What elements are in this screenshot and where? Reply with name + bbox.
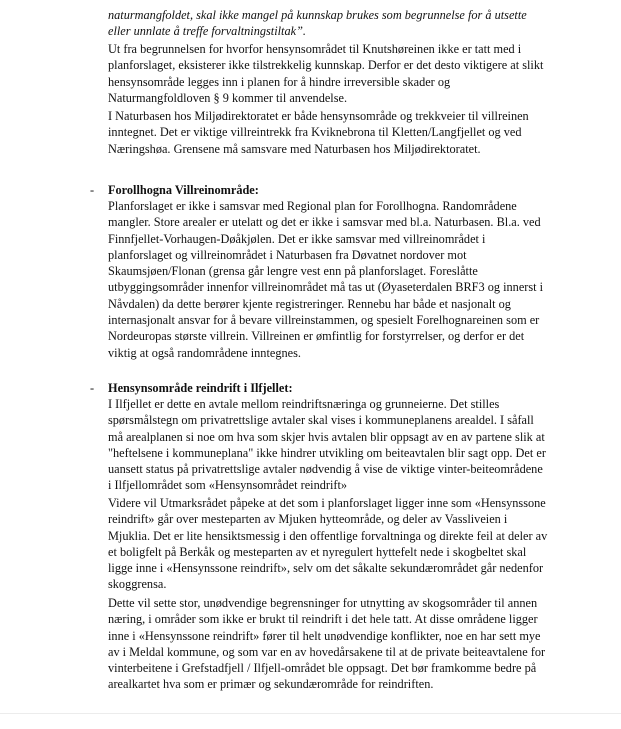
page-bottom-divider [0,713,621,714]
section-body-reindrift-3: Dette vil sette stor, unødvendige begrensninger for utnytting av skogsområder til annen næring, i områder som ikke er brukt til reindrift i det hele tatt. At disse områdene ligger inne i «Hensynssone reindrift» fører til helt unødvendige konflikter, noe en har sett mye av i Meldal kommune, og som var en av hovedårsakene til at de private beiteavtalene for vinterbeitene i Grefstadfjell / Ilfjell-området ble oppsagt. Det bør framkomme bedre på arealkartet hva som er primær og sekundærområde for reindriften. [108,596,546,692]
section-body-reindrift: I Ilfjellet er dette en avtale mellom reindriftsnæringa og grunneierne. Det stilles spørsmålstegn om privatrettslige avtaler skal vises i kommuneplanens arealdel. I såfall må arealplanen si noe om hva som skjer hvis avtalen blir oppsagt av en av partene slik at "heftelsene i kommuneplana" ikke hindrer utvikling om beiteavtalen blir sagt opp. Det er uansett status på privatrettslige avtaler nødvendig å vise de viktige vinter-beiteområdene i Ilfjellområdet som «Hensynsområdet reindrift» [108,397,546,493]
paragraph-naturbasen: I Naturbasen hos Miljødirektoratet er både hensynsområde og trekkveier til villreinen inntegnet. Det er viktige villreintrekk fra Kviknebrona til Kletten/Langfjellet og ved Næringshøa. Grensene må samsvare med Naturbasen hos Miljødirektoratet. [108,109,529,156]
section-body-reindrift-2: Videre vil Utmarksrådet påpeke at det som i planforslaget ligger inne som «Hensynssone reindrift» går over mesteparten av Mjuken hytteområde, og deler av Vassliveien i Mjuklia. Det er lite hensiktsmessig i den offentlige forvaltninga og direkte feil at deler av et boligfelt på Berkåk og mesteparten av et nyregulert hyttefelt nede i skogbeltet skal ligge inne i «Hensynssone reindrift», selv om det såkalte sekundærområdet går nedenfor skoggrensa. [108,496,548,592]
quote-continuation: naturmangfoldet, skal ikke mangel på kunnskap brukes som begrunnelse for å utsette eller unnlate å treffe forvaltningstiltak”. [108,8,527,39]
section-body-forollhogna: Planforslaget er ikke i samsvar med Regional plan for Forollhogna. Randområdene mangler. Store arealer er utelatt og det er ikke i samsvar med bl.a. Naturbasen. Bl.a. ved Finnfjellet-Vorhaugen-Døåkjølen. Det er ikke samsvar med villreinområdet i planforslaget og villreinområdet i Naturbasen fra Døvatnet nordover mot Skaumsjøen/Flonan (grensa går lengre vest enn på planforslaget. Foreslåtte utbyggingsområder innenfor villreinområdet må tas ut (Øyaseterdalen BRF3 og innerst i Nåvdalen) da dette berører kjente registreringer. Rennebu har både et nasjonalt og internasjonalt ansvar for å bevare villreinstammen, og spesielt Forelhognareinen som er Nordeuropas største villrein. Villreinen er ømfintlig for forstyrrelser, og derfor er det viktig at også randområdene inntegnes. [108,199,544,360]
paragraph-knutshoreinen: Ut fra begrunnelsen for hvorfor hensynsområdet til Knutshøreinen ikke er tatt med i planforslaget, eksisterer ikke tilstrekkelig kunnskap. Derfor er det desto viktigere at slikt hensynsområde legges inn i planen for å hindre irreversible skader og Naturmangfoldloven § 9 kommer til anvendelse. [108,42,544,105]
section-bullet: - [90,381,95,395]
section-heading-reindrift: Hensynsområde reindrift i Ilfjellet: [108,381,293,395]
section-bullet: - [90,183,95,197]
section-heading-forollhogna: Forollhogna Villreinområde: [108,183,259,197]
